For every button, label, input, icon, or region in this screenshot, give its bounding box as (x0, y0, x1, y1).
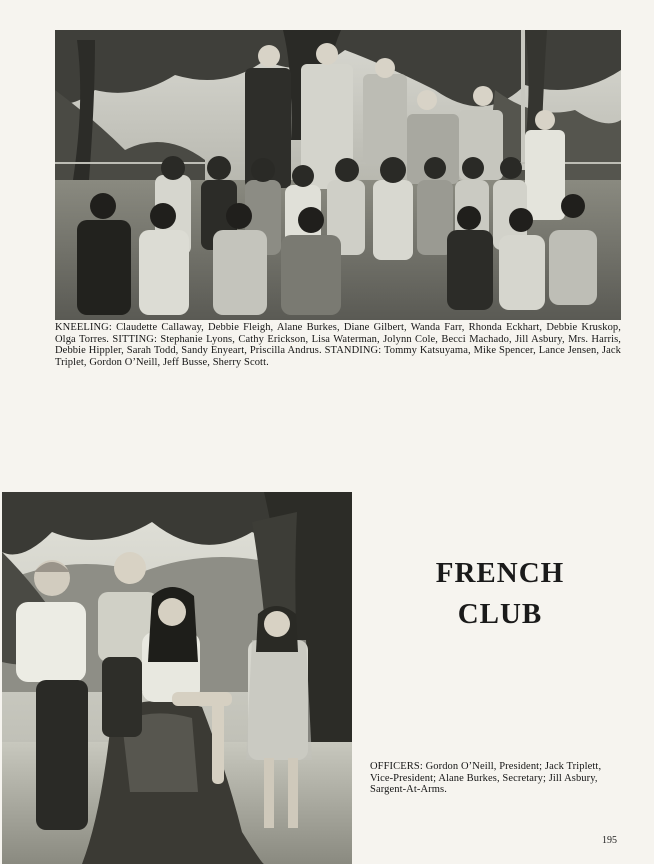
kneeling-label: KNEELING: (55, 322, 112, 333)
group-photo (55, 30, 621, 320)
officers-photo-image (2, 492, 352, 864)
title-line-1: FRENCH (435, 557, 565, 589)
officers-photo (2, 492, 352, 864)
group-photo-caption (55, 322, 621, 368)
sitting-label: SITTING: (112, 333, 157, 345)
officers-caption (370, 761, 622, 796)
group-photo-image (55, 30, 621, 320)
kneeling-names: Claudette Callaway, Debbie Fleigh, Alane Burkes, Diane Gilbert, Wanda Farr, Rhonda Eckhart, Debbie Kruskop, Olga Torres. (55, 322, 621, 345)
standing-names: Tommy Katsuyama, Mike Spencer, Lance Jensen, Jack Triplet, Gordon O’Neill, Jeff Busse, Sherry Scott. (55, 345, 621, 368)
standing-label: STANDING: (324, 345, 382, 356)
officers-names: Gordon O’Neill, President; Jack Triplett, Vice-President; Alane Burkes, Secretary; Jill Asbury, Sargent-At-Arms. (370, 761, 602, 795)
officers-label: OFFICERS: (370, 761, 423, 772)
title-line-2: CLUB (457, 598, 543, 630)
sitting-names: Stephanie Lyons, Cathy Erickson, Lisa Waterman, Jolynn Cole, Becci Machado, Jill Asbury, Mrs. Harris, Debbie Hippler, Sarah Todd, Sandy Enyeart, Priscilla Andrus. (55, 333, 622, 356)
page-number: 195 (602, 835, 617, 846)
